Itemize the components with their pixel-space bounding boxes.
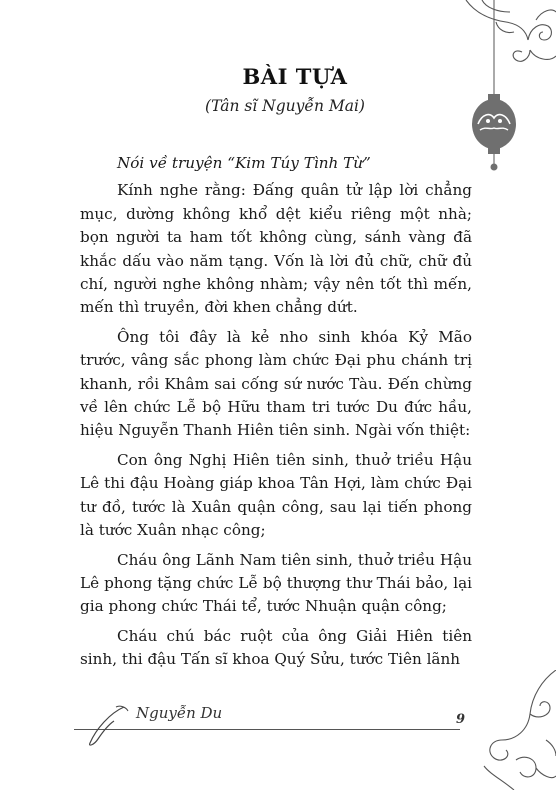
page-title: BÀI TỰA [242, 64, 348, 89]
paragraph: Cháu chú bác ruột của ông Giải Hiên tiên sinh, thi đậu Tấn sĩ khoa Quý Sửu, tước Tiên lãnh [80, 626, 472, 669]
author-signature: Nguyễn Du [130, 704, 228, 722]
cloud-ornament-icon [446, 670, 556, 790]
paragraph: Kính nghe rằng: Đấng quân tử lập lời chẳng mục, dường không khổ dệt kiểu riêng một nhà; bọn người ta ham tốt không cùng, sánh vàng đã khắc dấu vào năm tạng. Vốn là lời đủ chữ, chữ đủ chí, người nghe không nhàm; vậy nên tốt thì mến, mến thì truyền, đời khen chẳng dứt. [80, 181, 472, 317]
paragraph: Cháu ông Lãnh Nam tiên sinh, thuở triều Hậu Lê phong tặng chức Lễ bộ thượng thư Thái bảo, lại gia phong chức Thái tể, tước Nhuận quận công; [80, 550, 472, 616]
paragraph: Con ông Nghị Hiên tiên sinh, thuở triều Hậu Lê thi đậu Hoàng giáp khoa Tân Hợi, làm chức Đại tư đồ, tước là Xuân quận công, sau lại tiến phong là tước Xuân nhạc công; [80, 450, 472, 540]
intro-paragraph: Nói về truyện “Kim Túy Tình Từ” [117, 154, 371, 172]
body-text [80, 152, 472, 672]
page-number: 9 [452, 712, 469, 727]
page-subtitle: (Tân sĩ Nguyễn Mai) [205, 97, 365, 115]
paragraph: Ông tôi đây là kẻ nho sinh khóa Kỷ Mão trước, vâng sắc phong làm chức Đại phu chánh trị khanh, rồi Khâm sai cống sứ nước Tàu. Đến chừng về lên chức Lễ bộ Hữu tham tri tước Du đức hầu, hiệu Nguyễn Thanh Hiên tiên sinh. Ngài vốn thiệt: [80, 327, 472, 440]
